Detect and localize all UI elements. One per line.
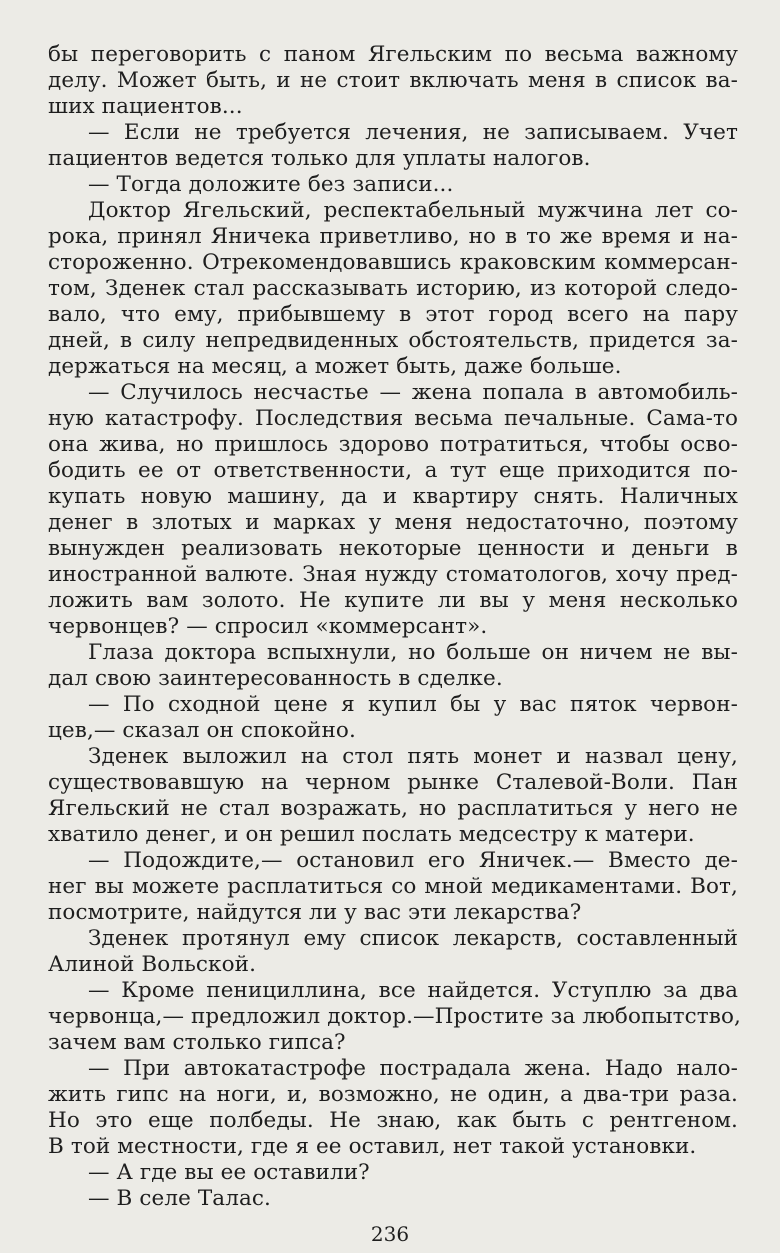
text-line: Глаза доктора вспыхнули, но больше он ничем не вы- (88, 640, 738, 665)
text-line: Алиной Вольской. (48, 952, 257, 977)
text-line: стороженно. Отрекомендовавшись краковским коммерсан- (48, 250, 738, 275)
text-line: денег в злотых и марках у меня недостаточно, поэтому (48, 510, 738, 535)
text-line: делу. Может быть, и не стоит включать меня в список ва- (48, 68, 738, 93)
text-line: она жива, но пришлось здорово потратиться, чтобы осво- (48, 432, 738, 457)
text-line: иностранной валюте. Зная нужду стоматологов, хочу пред- (48, 562, 738, 587)
text-line: ших пациентов... (48, 94, 243, 119)
text-line: дал свою заинтересованность в сделке. (48, 666, 503, 691)
text-line: — При автокатастрофе пострадала жена. Надо нало- (88, 1056, 738, 1081)
text-line: — А где вы ее оставили? (88, 1160, 370, 1185)
text-line: Доктор Ягельский, респектабельный мужчина лет со- (88, 198, 738, 223)
text-line: зачем вам столько гипса? (48, 1030, 346, 1055)
text-line: хватило денег, и он решил послать медсестру к матери. (48, 822, 695, 847)
text-line: вынужден реализовать некоторые ценности и деньги в (48, 536, 738, 561)
text-line: В той местности, где я ее оставил, нет такой установки. (48, 1134, 697, 1159)
text-line: вало, что ему, прибывшему в этот город всего на пару (48, 302, 738, 327)
text-line: червонцев? — спросил «коммерсант». (48, 614, 488, 639)
text-line: купать новую машину, да и квартиру снять. Наличных (48, 484, 738, 509)
text-line: ную катастрофу. Последствия весьма печальные. Сама-то (48, 406, 738, 431)
text-line: рока, принял Яничека приветливо, но в то же время и на- (48, 224, 738, 249)
text-line: том, Зденек стал рассказывать историю, из которой следо- (48, 276, 738, 301)
text-line: Но это еще полбеды. Не знаю, как быть с рентгеном. (48, 1108, 738, 1133)
text-line: посмотрите, найдутся ли у вас эти лекарства? (48, 900, 582, 925)
text-line: бодить ее от ответственности, а тут еще приходится по- (48, 458, 738, 483)
text-line: — Кроме пенициллина, все найдется. Уступлю за два (88, 978, 738, 1003)
text-line: Зденек выложил на стол пять монет и назвал цену, (88, 744, 738, 769)
text-line: — Случилось несчастье — жена попала в автомобиль- (88, 380, 738, 405)
text-line: существовавшую на черном рынке Сталевой-Воли. Пан (48, 770, 738, 795)
text-line: держаться на месяц, а может быть, даже больше. (48, 354, 622, 379)
text-line: — По сходной цене я купил бы у вас пяток червон- (88, 692, 738, 717)
text-line: Ягельский не стал возражать, но расплатиться у него не (48, 796, 738, 821)
text-line: пациентов ведется только для уплаты налогов. (48, 146, 591, 171)
text-line: нег вы можете расплатиться со мной медикаментами. Вот, (48, 874, 738, 899)
text-line: жить гипс на ноги, и, возможно, не один, а два-три раза. (48, 1082, 738, 1107)
page-number: 236 (370, 1222, 410, 1246)
text-line: — Подождите,— остановил его Яничек.— Вместо де- (88, 848, 738, 873)
text-line: бы переговорить с паном Ягельским по весьма важному (48, 42, 738, 67)
text-line: цев,— сказал он спокойно. (48, 718, 356, 743)
text-line: ложить вам золото. Не купите ли вы у меня несколько (48, 588, 738, 613)
text-line: дней, в силу непредвиденных обстоятельств, придется за- (48, 328, 738, 353)
text-line: червонца,— предложил доктор.—Простите за любопытство, (48, 1004, 741, 1029)
text-line: — Тогда доложите без записи... (88, 172, 454, 197)
text-line: Зденек протянул ему список лекарств, составленный (88, 926, 738, 951)
text-line: — Если не требуется лечения, не записываем. Учет (88, 120, 738, 145)
text-line: — В селе Талас. (88, 1186, 271, 1211)
